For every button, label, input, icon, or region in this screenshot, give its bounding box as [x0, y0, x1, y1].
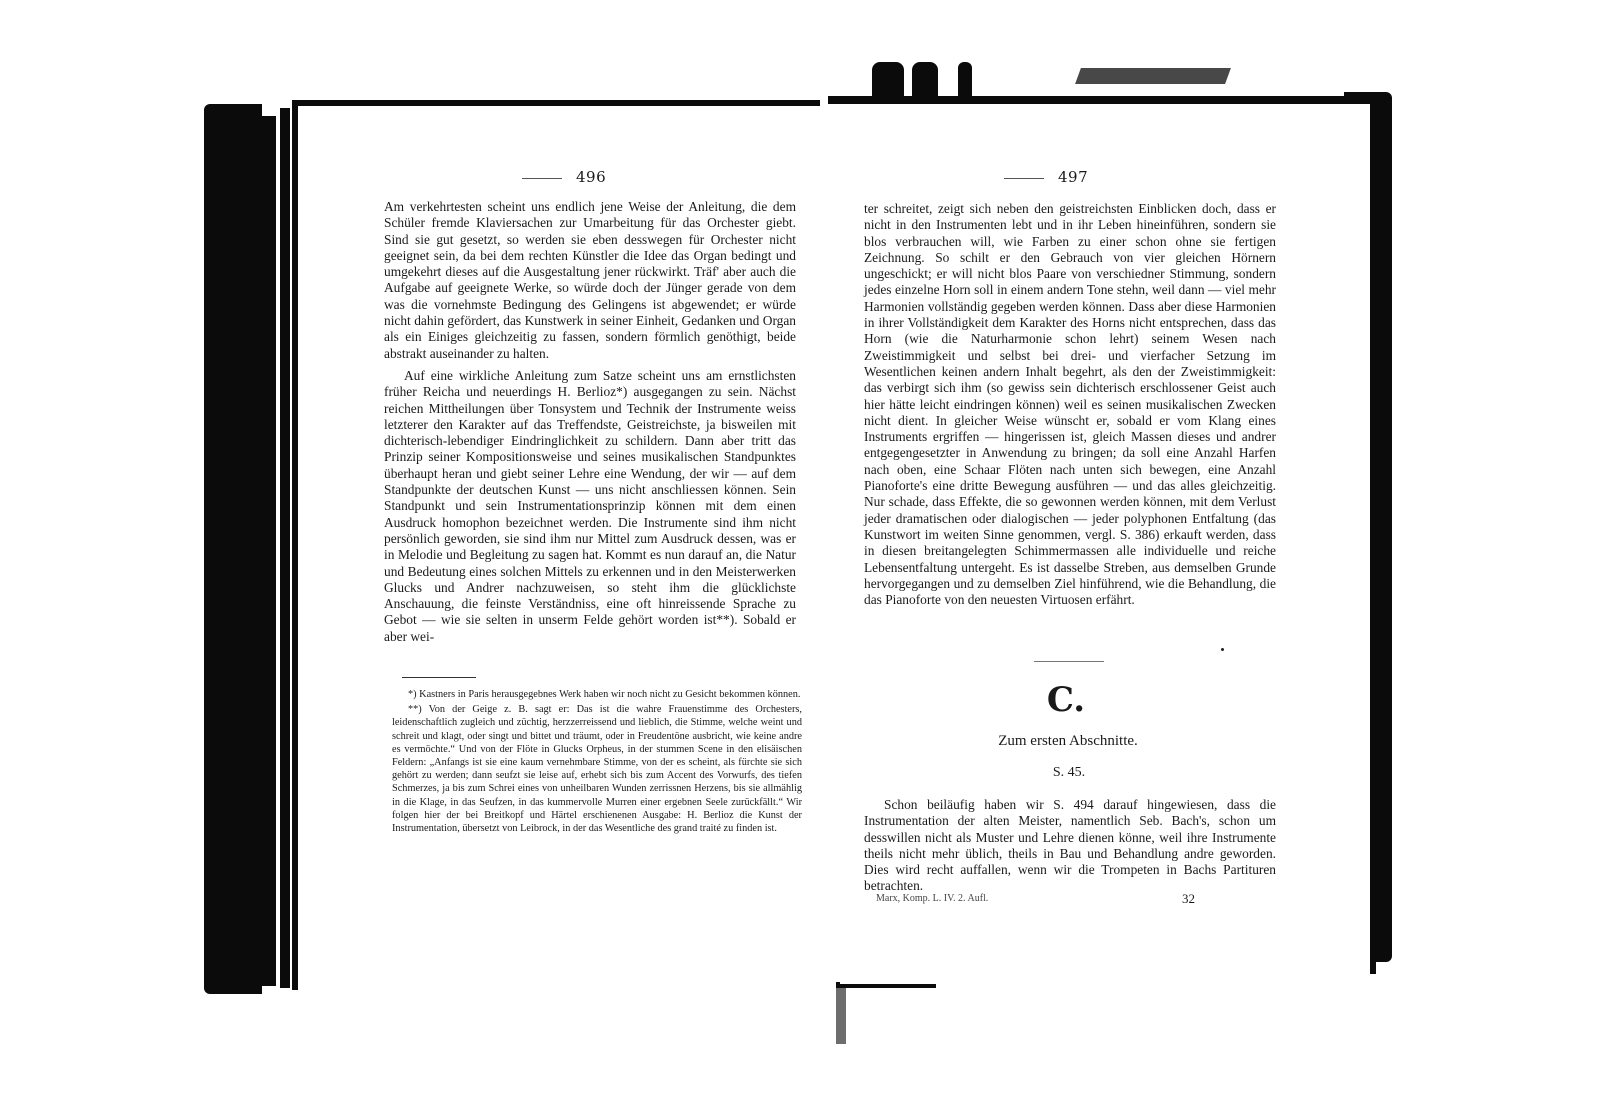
- paragraph: Auf eine wirkliche Anleitung zum Satze scheint uns am ernstlichsten früher Reicha und neuerdings H. Berlioz*) ausgegangen zu sein. Nächst reichen Mittheilungen über Tonsystem und Technik der Instrumente weiss letzterer den Karakter auf das Treffendste, Geistreichste, ja bisweilen mit dichterisch-lebendiger Eindringlichkeit zu schildern. Dann aber tritt das Prinzip seiner Kompositionsweise und seines musikalischen Standpunktes überhaupt heran und giebt seiner Lehre eine Wendung, der wir — auf dem Standpunkte der deutschen Kunst — uns nicht anschliessen können. Sein Standpunkt und sein Instrumentationsprinzip können mit dem einen Ausdruck homophon bezeichnet werden. Die Instrumente sind ihm nicht persönlich geworden, sie sind ihm nur Mittel zum Ausdruck dessen, was er in Melodie und Begleitung zu sagen hat. Kommt es nun darauf an, die Natur und Bedeutung eines solchen Mittels zu erkennen und in den Meisterwerken Glucks und Andrer nachzuweisen, so steht ihm die glücklichste Anschauung, die feinste Verständniss, eine oft hinreissende Sprache zu Gebot — wie sie selten in unserm Felde gehört worden ist**). Sobald er aber wei-: [384, 367, 796, 644]
- clip-tab-2: [912, 62, 938, 102]
- right-top-edge: [828, 96, 1358, 104]
- paragraph: Am verkehrtesten scheint uns endlich jene Weise der Anleitung, die dem Schüler fremde Klaviersachen zur Umarbeitung für das Orchester giebt. Sind sie gut gesetzt, so werden sie eben desswegen für Orchester nicht geeignet sein, da bei dem rechten Künstler die Idee das Organ bedingt und umgekehrt dieses auf die Ausgestaltung jener rückwirkt. Träf' aber auch die Aufgabe auf geeignete Werke, so würde doch der Jünger gerade von dem was die vornehmste Bedingung des Gelingens ist abgewendet; er würde nicht dahin gefördert, das Kunstwerk in seiner Einheit, Gedanken und Organ als ein Einiges gleichzeitig zu fassen, sondern förmlich genöthigt, beide abstrakt auseinander zu halten.: [384, 199, 796, 361]
- clip-tab-1: [872, 62, 904, 102]
- section-letter: C.: [1046, 680, 1086, 720]
- signature-line: Marx, Komp. L. IV. 2. Aufl.: [876, 893, 989, 904]
- left-top-edge: [292, 100, 820, 106]
- paragraph: Schon beiläufig haben wir S. 494 darauf hingewiesen, dass die Instrumentation der alten Meister, namentlich Seb. Bach's, schon um desswillen nicht als Muster und Lehre dienen könne, weil ihre Instrumente theils nicht mehr üblich, theils in Bau und Behandlung andre geworden. Dies wird recht auffallen, wenn wir die Trompeten in Bachs Partituren betrachten.: [864, 797, 1276, 894]
- left-spine-strip: [262, 116, 276, 986]
- section-divider: [1034, 661, 1104, 662]
- page-stack-bottom: [836, 984, 846, 1044]
- footnotes: [392, 688, 802, 837]
- speck: [1221, 648, 1224, 651]
- right-page-number: 497: [1004, 168, 1088, 186]
- section-text: [864, 797, 1276, 895]
- footnote: *) Kastners in Paris herausgegebnes Werk haben wir noch nicht zu Gesicht bekommen können.: [408, 689, 801, 700]
- sheet-number: 32: [1182, 891, 1195, 906]
- paragraph: ter schreitet, zeigt sich neben den geistreichsten Einblicken doch, dass er nicht in den Instrumenten lebt und in ihr Leben hineinführen, sondern sie blos verbrauchen will, wie Farben zu einer schon ohne sie fertigen Zeichnung. So schilt er den Gebrauch von vier gleichen Hörnern ungeschickt; er will nicht blos Paare von verschiedner Stimmung, sondern jedes einzelne Horn soll in einem andern Tone stehn, weil dann — viel mehr Harmonien vollständig gegeben werden können. Dass aber diese Harmonien in ihrer Vollständigkeit dem Karakter des Horns nicht entsprechen, dass das Horn (wie die Naturharmonie schon lehrt) seinem Wesen nach Zweistimmigkeit und selbst bei drei- und vierfacher Setzung im Wesentlichen keinen andern Inhalt begehrt, als den der Zweistimmigkeit: das verbirgt sich ihm (so gewiss sein dichterisch erschlossener Geist auch hier hätte leicht eindringen können) weil es seinen musikalischen Zwecken nicht dient. In gleicher Weise wünscht er, sobald er vom Klang eines Instruments ergriffen — hingerissen ist, gleich Massen dieses und andrer entgegengesetzter in Anwendung zu bringen; da soll eine Anzahl Harfen nach oben, eine Schaar Flöten nach unten sich bewegen, eine Anzahl Pianoforte's eine dritte Bewegung ausführen — und das alles gleichzeitig. Nur schade, dass Effekte, die so gewonnen werden können, mit dem Verlust jeder dramatischen oder dialogischen — jeder polyphonen Entfaltung (das Kunstwort im weiten Sinne genommen, vergl. S. 386) erkauft werden, dass in diesen breitangelegten Schimmermassen alle individuelle und reiche Lebensentfaltung untergeht. Es ist dasselbe Streben, aus demselben Grunde hervorgegangen und zu demselben Ziel hinführend, wie die Behandlung, die das Pianoforte von den neuesten Virtuosen erfährt.: [864, 201, 1276, 608]
- left-page-text: [384, 199, 796, 645]
- section-reference: S. 45.: [1052, 765, 1086, 780]
- left-cover: [204, 104, 262, 994]
- right-page-edge: [1370, 104, 1376, 974]
- left-page-number: 496: [522, 168, 606, 186]
- clip-tab-3: [958, 62, 972, 102]
- right-page-text: [864, 201, 1276, 608]
- section-title: Zum ersten Abschnitte.: [998, 733, 1138, 749]
- footnote: **) Von der Geige z. B. sagt er: Das ist die wahre Frauenstimme des Orchesters, leidenschaftlich zugleich und züchtig, herzzerreissend und lieblich, die Stimme, welche weint und schreit und klagt, oder singt und bittet und träumt, oder in Freudentöne ausbricht, wie keine andre es vermöchte.“ Und von der Flöte in Glucks Orpheus, in der stummen Scene in den elisäischen Feldern: „Anfangs ist sie eine kaum vernehmbare Stimme, von der es scheint, als fürchte sie sich gehört zu werden; dann seufzt sie leise auf, erhebt sich bis zum Accent des Vorwurfs, des tiefen Schmerzes, ja bis zum Schrei eines von unheilbaren Wunden zerrissnen Herzens, bis sie allmählig in die Klage, in das Seufzen, in das kummervolle Murren einer ergebnen Seele zurückfällt.“ Wir folgen hier der bei Breitkopf und Härtel erschienenen Ausgabe: H. Berlioz die Kunst der Instrumentation, übersetzt von Leibrock, in der das Wesentliche des grand traité zu finden ist.: [392, 704, 802, 835]
- torn-strip: [1075, 68, 1231, 84]
- left-edge-strip: [280, 108, 290, 988]
- footnote-rule: [402, 677, 476, 678]
- left-edge-strip-2: [292, 104, 298, 990]
